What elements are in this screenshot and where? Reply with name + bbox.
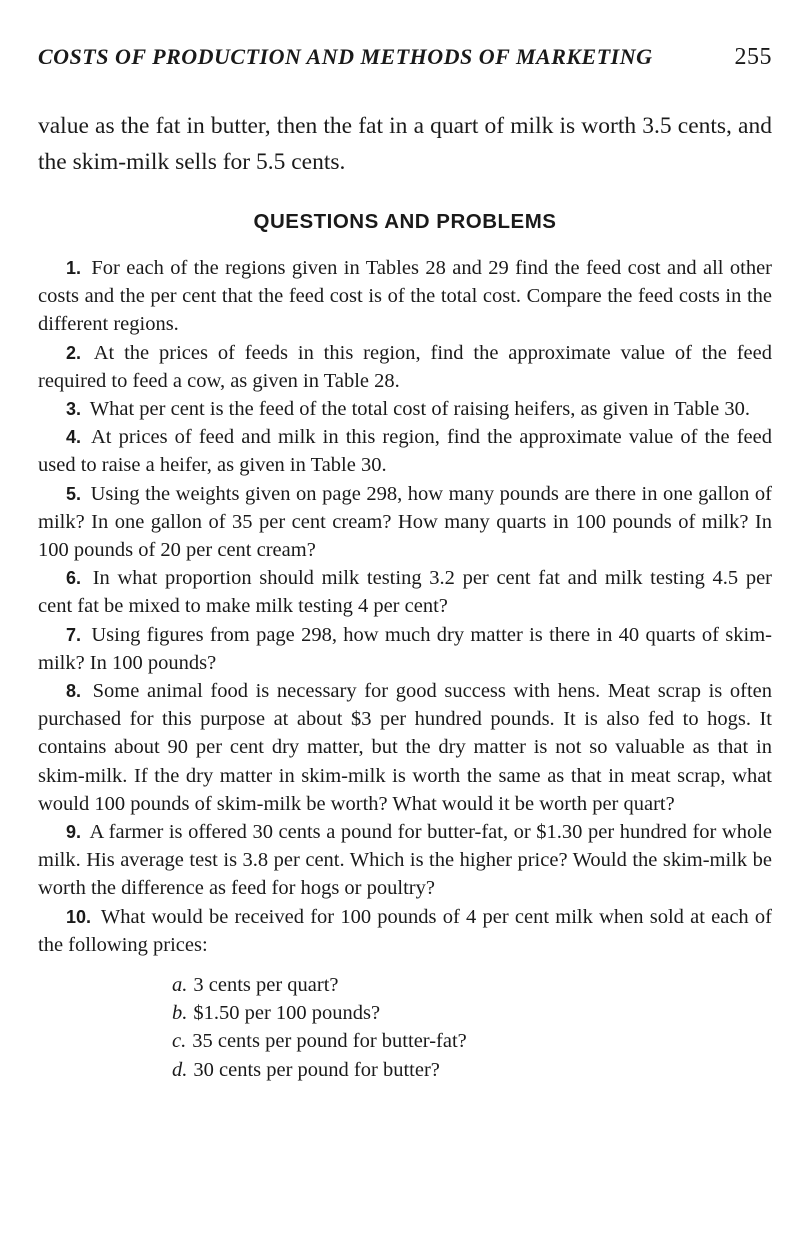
question-text: What per cent is the feed of the total cost of raising heifers, as given in Table 30.	[89, 398, 751, 421]
question-9	[38, 818, 772, 903]
price-options-list	[38, 971, 772, 1084]
question-4	[38, 423, 772, 479]
questions-list	[38, 254, 772, 959]
option-letter: a.	[172, 974, 188, 997]
question-6	[38, 564, 772, 620]
question-number: 8.	[66, 681, 82, 702]
question-number: 7.	[66, 624, 82, 645]
question-text: Some animal food is necessary for good success with hens. Meat scrap is often purchased for this purpose at about $3 per hundred pounds. It is also fed to hogs. It contains about 90 per cent dry matter, but the dry matter is not so valuable as that in skim-milk. If the dry matter in skim-milk is worth the same as that in meat scrap, what would 100 pounds of skim-milk be worth? What would it be worth per quart?	[38, 680, 773, 815]
option-text: 30 cents per pound for butter?	[193, 1058, 440, 1081]
question-2	[38, 339, 772, 395]
intro-paragraph: value as the fat in butter, then the fat in a quart of milk is worth 3.5 cents, and the skim-milk sells for 5.5 cents.	[38, 113, 772, 175]
question-number: 6.	[66, 568, 82, 589]
option-letter: b.	[172, 1002, 188, 1025]
book-page	[38, 44, 772, 1084]
running-title: COSTS OF PRODUCTION AND METHODS OF MARKETING	[38, 44, 653, 69]
question-number: 10.	[66, 906, 92, 927]
option-letter: d.	[172, 1058, 188, 1081]
question-10	[38, 903, 772, 959]
price-option-b	[172, 999, 772, 1027]
question-number: 4.	[66, 427, 82, 448]
question-number: 9.	[66, 822, 82, 843]
option-text: $1.50 per 100 pounds?	[193, 1002, 381, 1025]
question-1	[38, 254, 772, 339]
question-3	[38, 395, 772, 423]
question-text: Using figures from page 298, how much dry matter is there in 40 quarts of skim-milk? In 100 pounds?	[38, 623, 772, 674]
question-text: Using the weights given on page 298, how many pounds are there in one gallon of milk? In one gallon of 35 per cent cream? How many quarts in 100 pounds of milk? In 100 pounds of 20 per cent cream?	[38, 482, 773, 562]
question-text: For each of the regions given in Tables 28 and 29 find the feed cost and all other costs and the per cent that the feed cost is of the total cost. Compare the feed costs in the different regions.	[38, 257, 773, 336]
question-number: 5.	[66, 483, 82, 504]
question-number: 2.	[66, 342, 82, 363]
section-title: QUESTIONS AND PROBLEMS	[253, 210, 557, 233]
option-text: 35 cents per pound for butter-fat?	[192, 1030, 467, 1053]
question-text: At prices of feed and milk in this region, find the approximate value of the feed used to raise a heifer, as given in Table 30.	[38, 426, 772, 477]
question-text: What would be received for 100 pounds of 4 per cent milk when sold at each of the following prices:	[38, 905, 772, 956]
running-head	[38, 44, 772, 88]
question-text: In what proportion should milk testing 3.2 per cent fat and milk testing 4.5 per cent fat be mixed to make milk testing 4 per cent?	[38, 567, 773, 618]
option-letter: c.	[172, 1030, 187, 1053]
question-text: A farmer is offered 30 cents a pound for butter-fat, or $1.30 per hundred for whole milk. His average test is 3.8 per cent. Which is the higher price? Would the skim-milk be worth the difference as feed for hogs or poultry?	[38, 821, 773, 900]
question-8	[38, 677, 772, 818]
page-number: 255	[734, 44, 772, 70]
question-5	[38, 480, 772, 565]
option-text: 3 cents per quart?	[193, 974, 339, 997]
question-text: At the prices of feeds in this region, find the approximate value of the feed required to feed a cow, as given in Table 28.	[38, 341, 772, 392]
price-option-c	[172, 1027, 772, 1055]
question-number: 3.	[66, 399, 82, 420]
price-option-a	[172, 971, 772, 999]
question-7	[38, 621, 772, 677]
question-number: 1.	[66, 258, 82, 278]
price-option-d	[172, 1056, 772, 1084]
